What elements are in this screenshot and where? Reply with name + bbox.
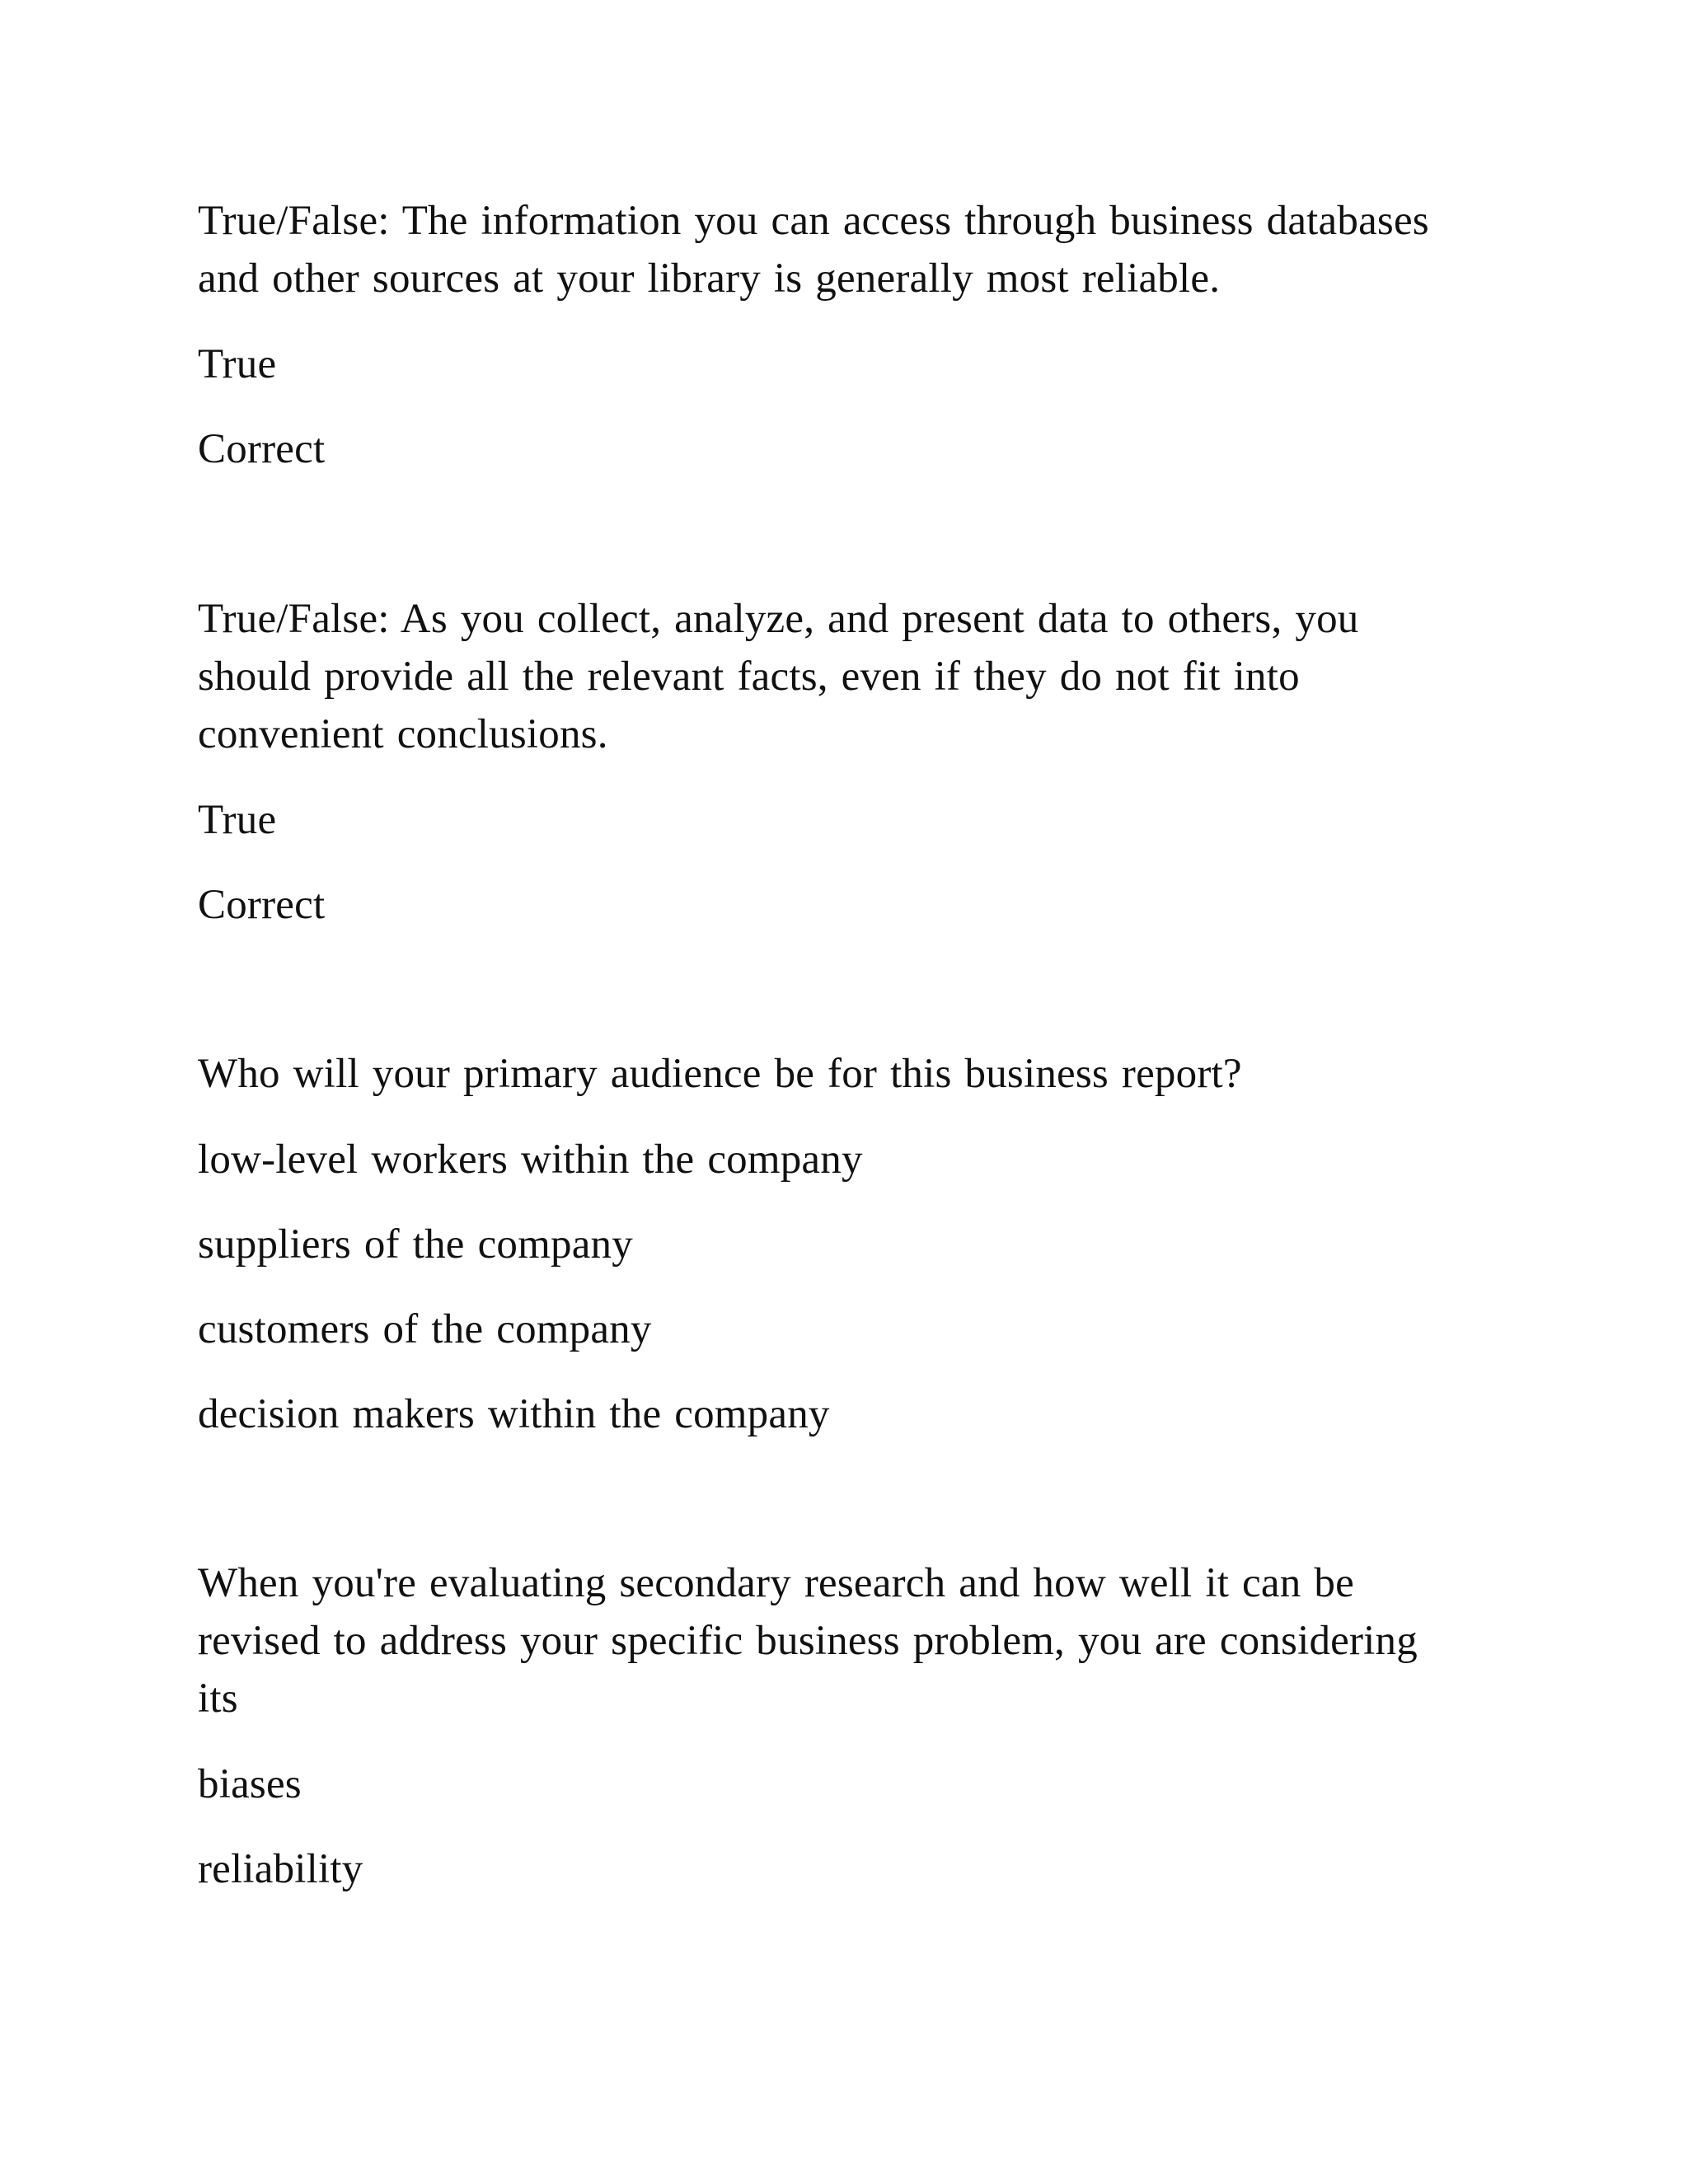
question-3-option-1: low-level workers within the company xyxy=(198,1137,863,1183)
question-3-option-4: decision makers within the company xyxy=(198,1391,830,1437)
question-2-feedback: Correct xyxy=(198,882,326,928)
question-1-prompt-line-2: and other sources at your library is generally most reliable. xyxy=(198,255,1221,302)
question-2-prompt-line-3: convenient conclusions. xyxy=(198,711,608,757)
question-3-option-2: suppliers of the company xyxy=(198,1221,633,1268)
document-page xyxy=(198,0,1484,2184)
question-4-option-1: biases xyxy=(198,1761,302,1807)
question-2-prompt-line-2: should provide all the relevant facts, even if they do not fit into xyxy=(198,654,1300,700)
question-4-prompt-line-3: its xyxy=(198,1675,238,1722)
question-3-prompt-line-1: Who will your primary audience be for this business report? xyxy=(198,1051,1242,1097)
question-4-option-2: reliability xyxy=(198,1846,363,1892)
question-1-feedback: Correct xyxy=(198,426,326,472)
question-1-answer: True xyxy=(198,341,277,387)
question-1-prompt-line-1: True/False: The information you can access through business databases xyxy=(198,198,1429,244)
question-2-prompt-line-1: True/False: As you collect, analyze, and present data to others, you xyxy=(198,596,1359,642)
question-4-prompt-line-2: revised to address your specific business problem, you are considering xyxy=(198,1618,1418,1664)
question-3-option-3: customers of the company xyxy=(198,1306,652,1352)
question-4-prompt-line-1: When you're evaluating secondary research and how well it can be xyxy=(198,1560,1354,1606)
question-2-answer: True xyxy=(198,797,277,843)
